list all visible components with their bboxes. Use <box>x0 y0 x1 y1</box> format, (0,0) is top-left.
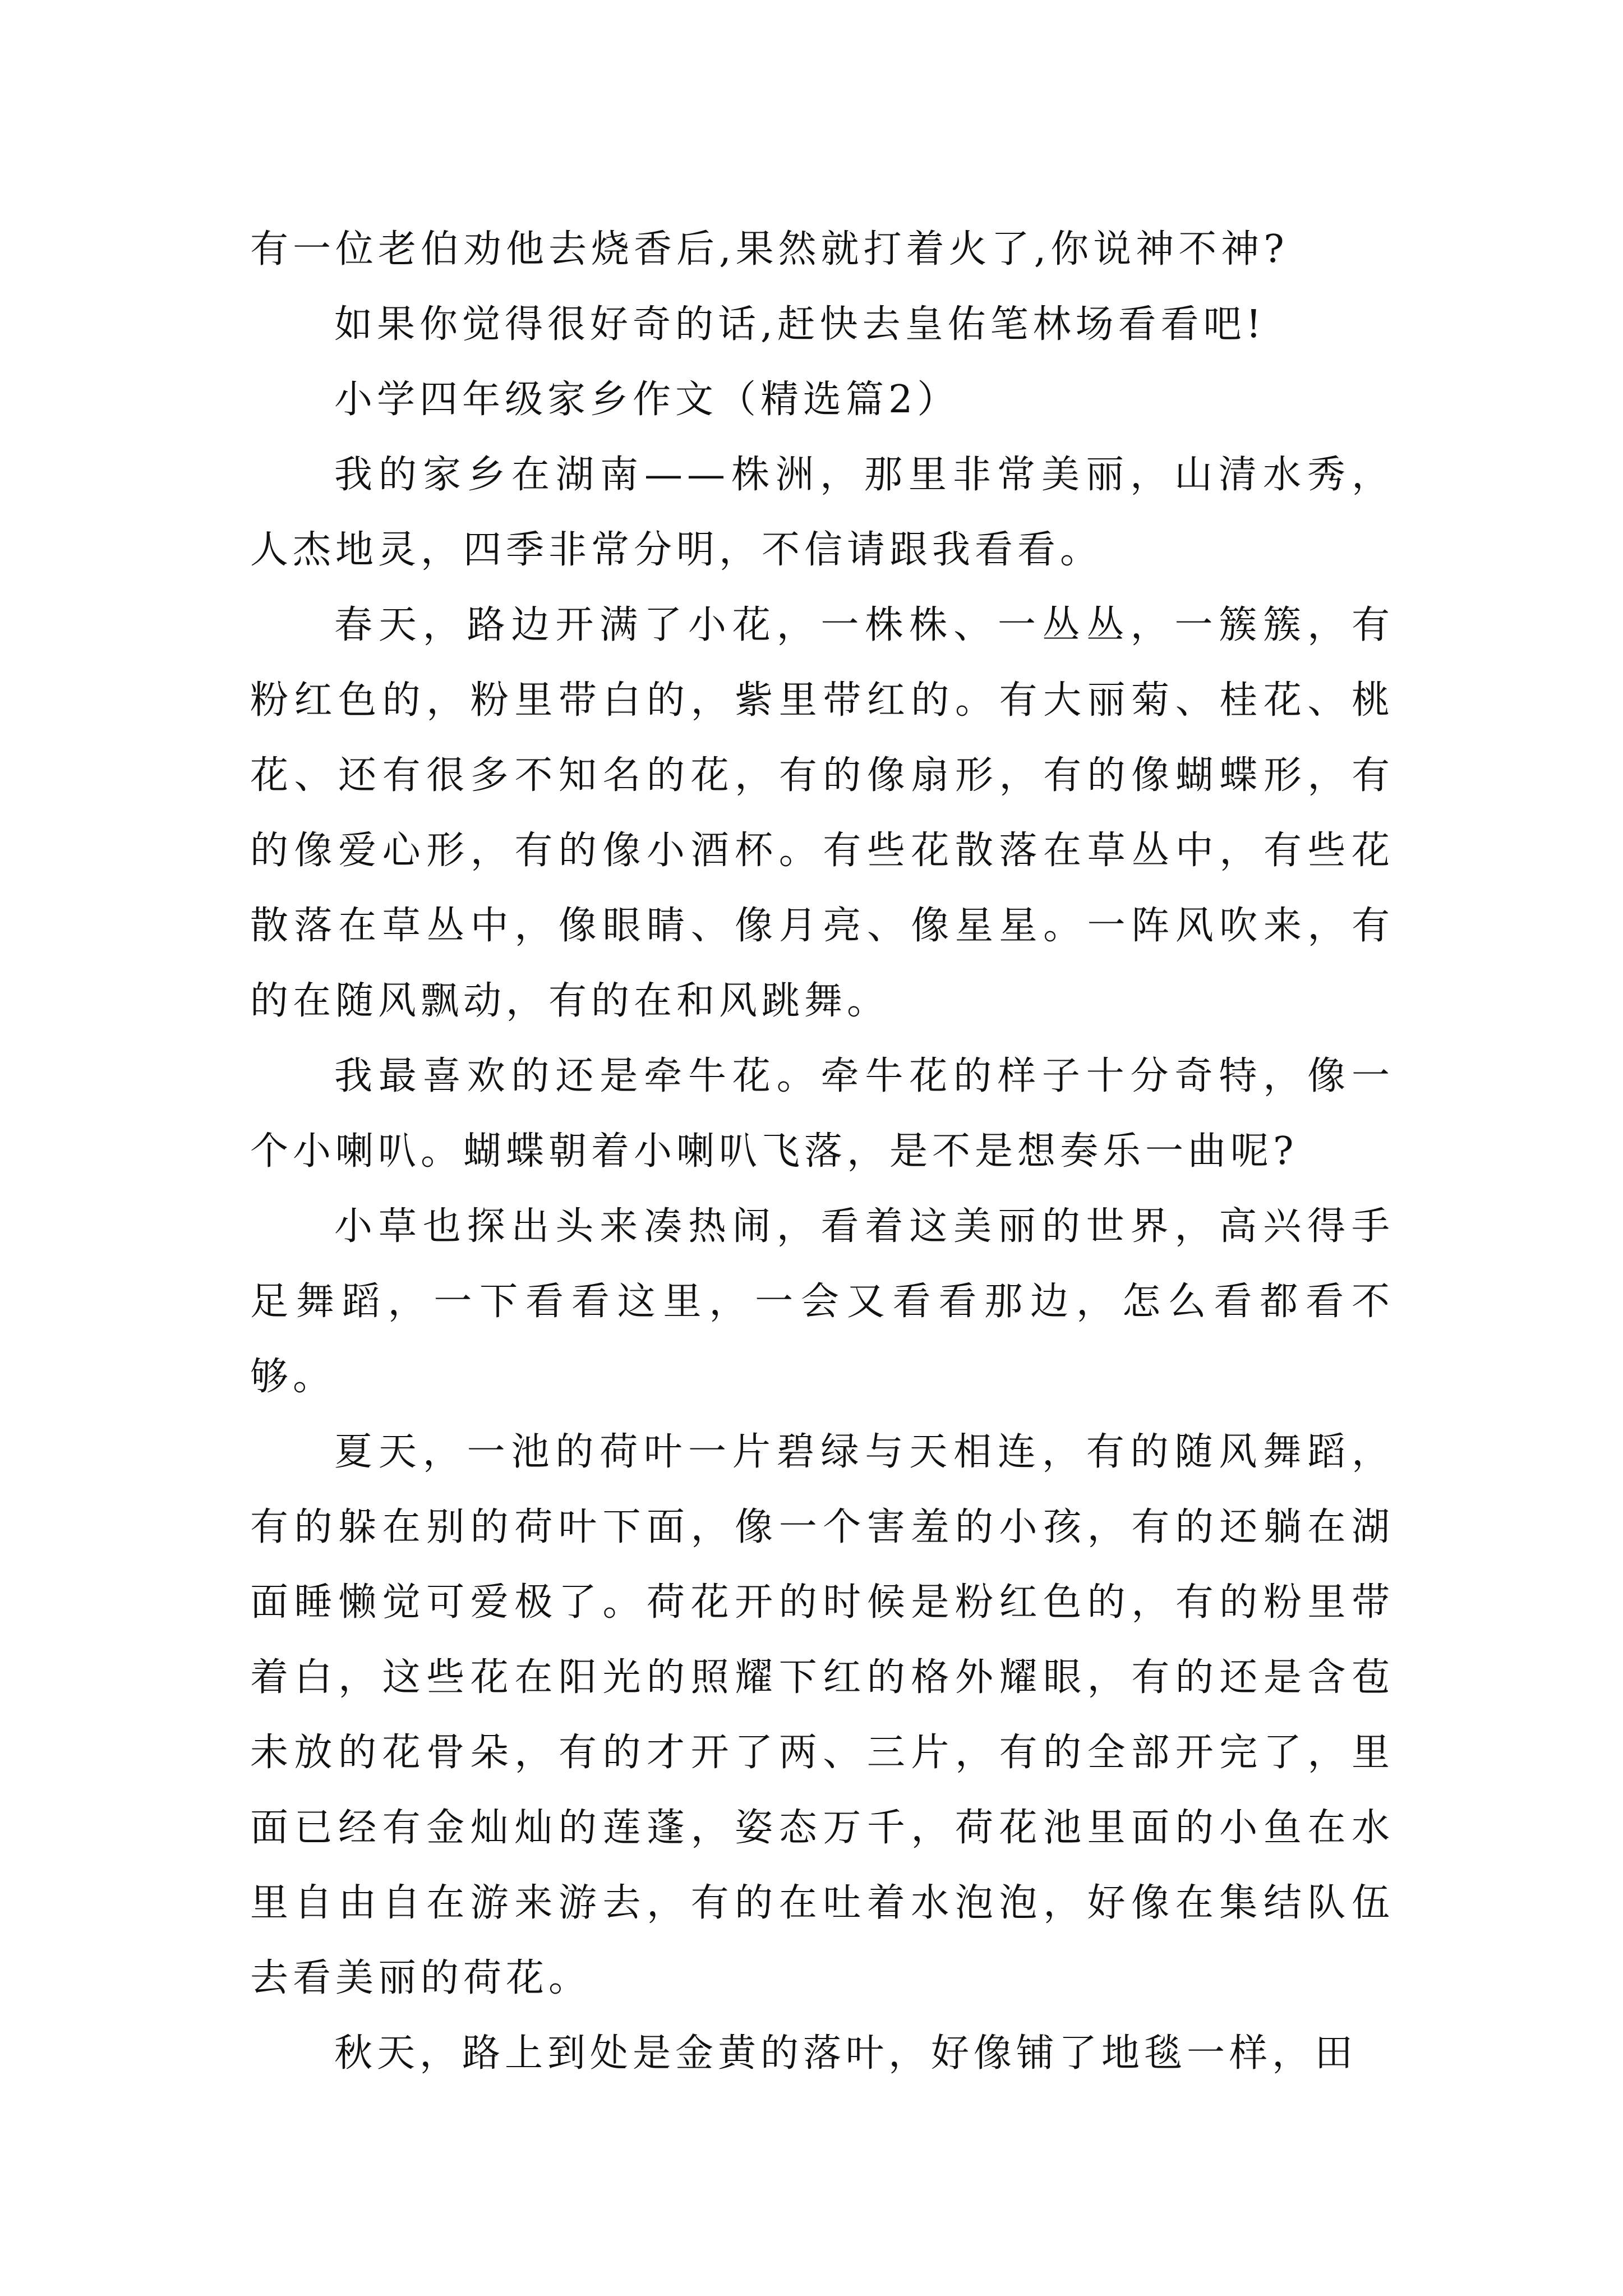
paragraph-2: 如果你觉得很好奇的话,赶快去皇佑笔林场看看吧! <box>334 302 1266 347</box>
paragraph-4: 我的家乡在湖南——株洲，那里非常美丽，山清水秀，人杰地灵，四季非常分明，不信请跟我看看。 <box>250 453 1394 572</box>
paragraph-9: 秋天，路上到处是金黄的落叶，好像铺了地毯一样，田 <box>334 2031 1358 2076</box>
paragraph-1: 有一位老伯劝他去烧香后,果然就打着火了,你说神不神? <box>250 227 1289 272</box>
paragraph-7: 小草也探出头来凑热闹，看着这美丽的世界，高兴得手足舞蹈，一下看看这里，一会又看看那边，怎么看都看不够。 <box>250 1204 1394 1399</box>
paragraph-8: 夏天，一池的荷叶一片碧绿与天相连，有的随风舞蹈，有的躲在别的荷叶下面，像一个害羞的小孩，有的还躺在湖面睡懒觉可爱极了。荷花开的时候是粉红色的，有的粉里带着白，这些花在阳光的照耀下红的格外耀眼，有的还是含苞未放的花骨朵，有的才开了两、三片，有的全部开完了，里面已经有金灿灿的莲蓬，姿态万千，荷花池里面的小鱼在水里自由自在游来游去，有的在吐着水泡泡，好像在集结队伍去看美丽的荷花。 <box>250 1430 1394 2000</box>
paragraph-5: 春天，路边开满了小花，一株株、一丛丛，一簇簇，有粉红色的，粉里带白的，紫里带红的。有大丽菊、桂花、桃花、还有很多不知名的花，有的像扇形，有的像蝴蝶形，有的像爱心形，有的像小酒杯。有些花散落在草丛中，有些花散落在草丛中，像眼睛、像月亮、像星星。一阵风吹来，有的在随风飘动，有的在和风跳舞。 <box>250 603 1394 1023</box>
section-heading: 小学四年级家乡作文（精选篇2） <box>334 378 960 422</box>
essay-text <box>250 212 1394 2091</box>
paragraph-6: 我最喜欢的还是牵牛花。牵牛花的样子十分奇特，像一个小喇叭。蝴蝶朝着小喇叭飞落，是不是想奏乐一曲呢? <box>250 1054 1394 1174</box>
